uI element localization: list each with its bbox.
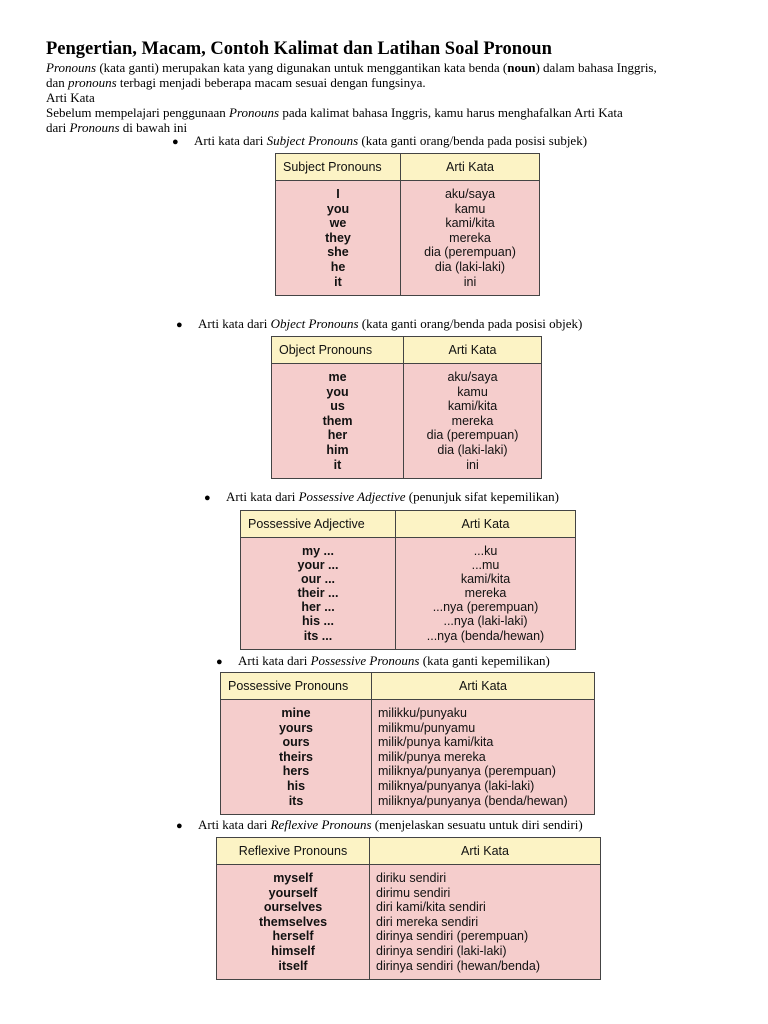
- pronoun-cell: ours: [282, 735, 310, 750]
- bullet-dot-icon: ●: [172, 136, 179, 148]
- bullet-dot-icon: ●: [216, 656, 223, 668]
- pronoun-cell: them: [322, 413, 353, 428]
- table-header-meaning: Arti Kata: [370, 838, 601, 865]
- meaning-cell: dirimu sendiri: [376, 885, 451, 900]
- pronoun-column: [272, 364, 404, 479]
- pronoun-cell: me: [328, 370, 347, 384]
- meaning-cell: milikku/punyaku: [378, 706, 467, 720]
- pronoun-cell: himself: [271, 943, 315, 958]
- meaning-cell: milikmu/punyamu: [378, 720, 476, 735]
- table-subject-pronouns: [275, 153, 540, 296]
- pronoun-cell: us: [330, 399, 345, 414]
- meaning-cell: ...nya (laki-laki): [443, 614, 528, 629]
- pronoun-column: [241, 538, 396, 650]
- meaning-cell: kami/kita: [460, 572, 511, 587]
- pronoun-cell: he: [330, 259, 346, 274]
- bullet-dot-icon: ●: [176, 820, 183, 832]
- bullet-dot-icon: ●: [176, 319, 183, 331]
- pronoun-cell: its: [288, 793, 304, 808]
- pronoun-cell: your ...: [297, 558, 339, 573]
- intro-line-5: dari Pronouns di bawah ini: [46, 120, 188, 135]
- meaning-cell: ini: [463, 274, 477, 289]
- meaning-cell: dia (perempuan): [426, 428, 519, 443]
- meaning-cell: ...ku: [473, 544, 498, 558]
- bullet-dot-icon: ●: [204, 492, 211, 504]
- section-heading-arti-kata: Arti Kata: [46, 90, 95, 105]
- pronoun-cell: it: [334, 274, 342, 289]
- meaning-cell: dirinya sendiri (hewan/benda): [376, 958, 540, 973]
- page-title: Pengertian, Macam, Contoh Kalimat dan Latihan Soal Pronoun: [46, 39, 552, 59]
- intro-line-1: Pronouns (kata ganti) merupakan kata yang digunakan untuk menggantikan kata benda (noun) dalam bahasa Inggris,: [46, 60, 657, 75]
- meaning-column: [370, 865, 601, 980]
- bullet-possessive-pronouns: ● Arti kata dari Possessive Pronouns (kata ganti kepemilikan): [216, 653, 550, 668]
- pronoun-cell: myself: [273, 871, 313, 885]
- pronoun-cell: you: [326, 201, 350, 216]
- bullet-possessive-adjective: ● Arti kata dari Possessive Adjective (penunjuk sifat kepemilikan): [204, 489, 559, 504]
- meaning-cell: diri mereka sendiri: [376, 914, 479, 929]
- meaning-cell: mereka: [451, 413, 494, 428]
- pronoun-cell: theirs: [278, 749, 314, 764]
- meaning-cell: aku/saya: [447, 370, 498, 384]
- pronoun-cell: hers: [282, 764, 310, 779]
- meaning-cell: ...nya (perempuan): [432, 600, 539, 615]
- meaning-cell: aku/saya: [444, 187, 496, 201]
- pronoun-column: [217, 865, 370, 980]
- table-header-meaning: Arti Kata: [396, 511, 576, 538]
- pronoun-cell: I: [336, 187, 340, 201]
- pronoun-cell: ourselves: [263, 900, 323, 915]
- table-header-pronoun: Subject Pronouns: [276, 154, 401, 181]
- table-object-pronouns: [271, 336, 542, 479]
- meaning-cell: dia (laki-laki): [437, 442, 508, 457]
- pronoun-cell: they: [325, 230, 351, 245]
- meaning-cell: ini: [466, 457, 479, 472]
- pronoun-cell: him: [326, 442, 349, 457]
- pronoun-cell: itself: [278, 958, 308, 973]
- meaning-cell: milik/punya kami/kita: [378, 735, 494, 750]
- pronoun-cell: it: [333, 457, 342, 472]
- meaning-cell: dirinya sendiri (perempuan): [376, 929, 529, 944]
- meaning-cell: kami/kita: [445, 216, 495, 231]
- meaning-cell: dirinya sendiri (laki-laki): [376, 943, 507, 958]
- table-header-pronoun: Possessive Adjective: [241, 511, 396, 538]
- intro-noun-term: noun: [507, 60, 536, 75]
- meaning-column: [404, 364, 542, 479]
- meaning-cell: diri kami/kita sendiri: [376, 900, 486, 915]
- meaning-cell: kamu: [457, 384, 488, 399]
- meaning-cell: mereka: [449, 230, 491, 245]
- pronoun-cell: his ...: [302, 614, 334, 629]
- pronoun-cell: she: [327, 245, 349, 260]
- pronoun-cell: its ...: [303, 628, 333, 643]
- meaning-cell: miliknya/punyanya (benda/hewan): [378, 793, 568, 808]
- pronoun-column: [276, 181, 401, 296]
- pronoun-cell: her: [327, 428, 348, 443]
- meaning-cell: dia (perempuan): [424, 245, 516, 260]
- meaning-cell: mereka: [464, 586, 507, 601]
- pronoun-cell: yourself: [268, 885, 318, 900]
- meaning-column: [396, 538, 576, 650]
- meaning-cell: ...nya (benda/hewan): [426, 628, 545, 643]
- pronoun-cell: herself: [272, 929, 314, 944]
- pronoun-cell: you: [326, 384, 349, 399]
- pronoun-cell: his: [286, 778, 306, 793]
- pronoun-cell: her ...: [301, 600, 335, 615]
- intro-line-4: Sebelum mempelajari penggunaan Pronouns pada kalimat bahasa Inggris, kamu harus menghafalkan Arti Kata: [46, 105, 623, 120]
- table-header-meaning: Arti Kata: [401, 154, 540, 181]
- pronoun-column: [221, 700, 372, 815]
- table-reflexive-pronouns: [216, 837, 601, 980]
- table-header-pronoun: Reflexive Pronouns: [217, 838, 370, 865]
- table-header-pronoun: Object Pronouns: [272, 337, 404, 364]
- table-header-pronoun: Possessive Pronouns: [221, 673, 372, 700]
- document-page: [46, 38, 726, 135]
- bullet-object-pronouns: ● Arti kata dari Object Pronouns (kata ganti orang/benda pada posisi objek): [176, 316, 583, 331]
- bullet-reflexive-pronouns: ● Arti kata dari Reflexive Pronouns (menjelaskan sesuatu untuk diri sendiri): [176, 817, 583, 832]
- bullet-subject-pronouns: ● Arti kata dari Subject Pronouns (kata ganti orang/benda pada posisi subjek): [172, 133, 588, 148]
- pronoun-cell: yours: [278, 720, 314, 735]
- intro-pronouns-term: Pronouns: [46, 60, 97, 75]
- pronoun-cell: mine: [281, 706, 311, 720]
- meaning-cell: diriku sendiri: [376, 871, 447, 885]
- pronoun-cell: themselves: [258, 914, 328, 929]
- table-header-meaning: Arti Kata: [404, 337, 542, 364]
- table-possessive-adjective: [240, 510, 576, 650]
- meaning-cell: dia (laki-laki): [434, 259, 506, 274]
- meaning-column: [401, 181, 540, 296]
- table-header-meaning: Arti Kata: [372, 673, 595, 700]
- pronoun-cell: our ...: [300, 572, 336, 587]
- table-possessive-pronouns: [220, 672, 595, 815]
- intro-line-2: dan pronouns terbagi menjadi beberapa macam sesuai dengan fungsinya.: [46, 75, 426, 90]
- meaning-cell: ...mu: [471, 558, 500, 573]
- meaning-cell: kami/kita: [447, 399, 498, 414]
- meaning-cell: kamu: [454, 201, 486, 216]
- meaning-column: [372, 700, 595, 815]
- meaning-cell: milik/punya mereka: [378, 749, 486, 764]
- meaning-cell: miliknya/punyanya (perempuan): [378, 764, 556, 779]
- pronoun-cell: my ...: [302, 544, 334, 558]
- pronoun-cell: their ...: [297, 586, 339, 601]
- meaning-cell: miliknya/punyanya (laki-laki): [378, 778, 535, 793]
- pronoun-cell: we: [329, 216, 347, 231]
